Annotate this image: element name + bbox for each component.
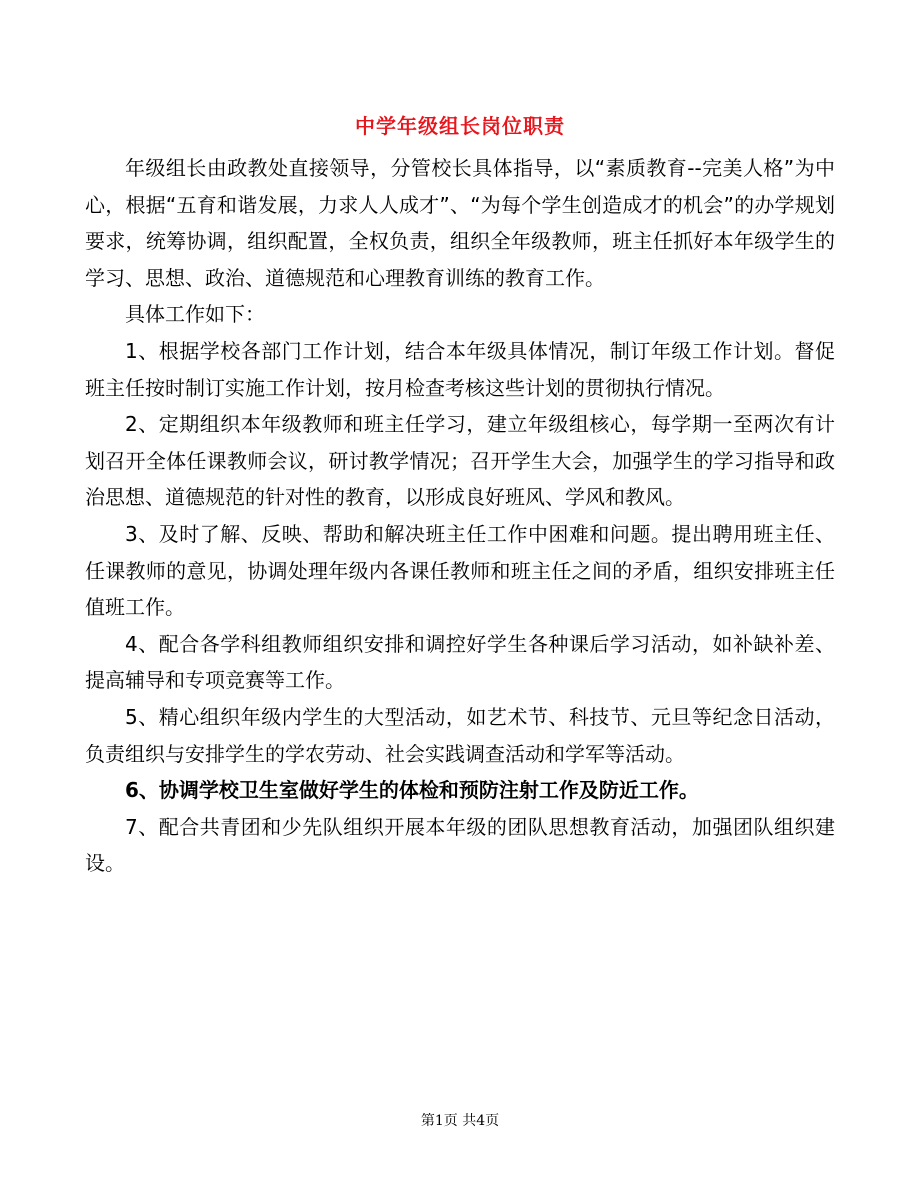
paragraph-item-1: 1、根据学校各部门工作计划，结合本年级具体情况，制订年级工作计划。督促班主任按时制订实施工作计划，按月检查考核这些计划的贯彻执行情况。 <box>85 338 835 400</box>
paragraph-item-4: 4、配合各学科组教师组织安排和调控好学生各种课后学习活动，如补缺补差、提高辅导和专项竞赛等工作。 <box>85 631 835 693</box>
document-body <box>85 150 835 882</box>
paragraph-intro: 年级组长由政教处直接领导，分管校长具体指导，以“素质教育--完美人格”为中心，根据“五育和谐发展，力求人人成才”、“为每个学生创造成才的机会”的办学规划要求，统筹协调，组织配置，全权负责，组织全年级教师，班主任抓好本年级学生的学习、思想、政治、道德规范和心理教育训练的教育工作。 <box>85 156 835 290</box>
paragraph-work-heading: 具体工作如下： <box>125 302 265 327</box>
paragraph-item-6: 6、协调学校卫生室做好学生的体检和预防注射工作及防近工作。 <box>125 778 699 803</box>
paragraph-item-5: 5、精心组织年级内学生的大型活动，如艺术节、科技节、元旦等纪念日活动，负责组织与安排学生的学农劳动、社会实践调查活动和学军等活动。 <box>85 704 835 766</box>
paragraph-item-2: 2、定期组织本年级教师和班主任学习，建立年级组核心，每学期一至两次有计划召开全体任课教师会议，研讨教学情况；召开学生大会，加强学生的学习指导和政治思想、道德规范的针对性的教育，以形成良好班风、学风和教风。 <box>85 412 835 510</box>
document-title: 中学年级组长岗位职责 <box>355 114 565 138</box>
paragraph-item-7: 7、配合共青团和少先队组织开展本年级的团队思想教育活动，加强团队组织建设。 <box>85 814 835 876</box>
page-footer: 第1页 共4页 <box>420 1113 500 1129</box>
paragraph-item-3: 3、及时了解、反映、帮助和解决班主任工作中困难和问题。提出聘用班主任、任课教师的意见，协调处理年级内各课任教师和班主任之间的矛盾，组织安排班主任值班工作。 <box>85 521 835 620</box>
